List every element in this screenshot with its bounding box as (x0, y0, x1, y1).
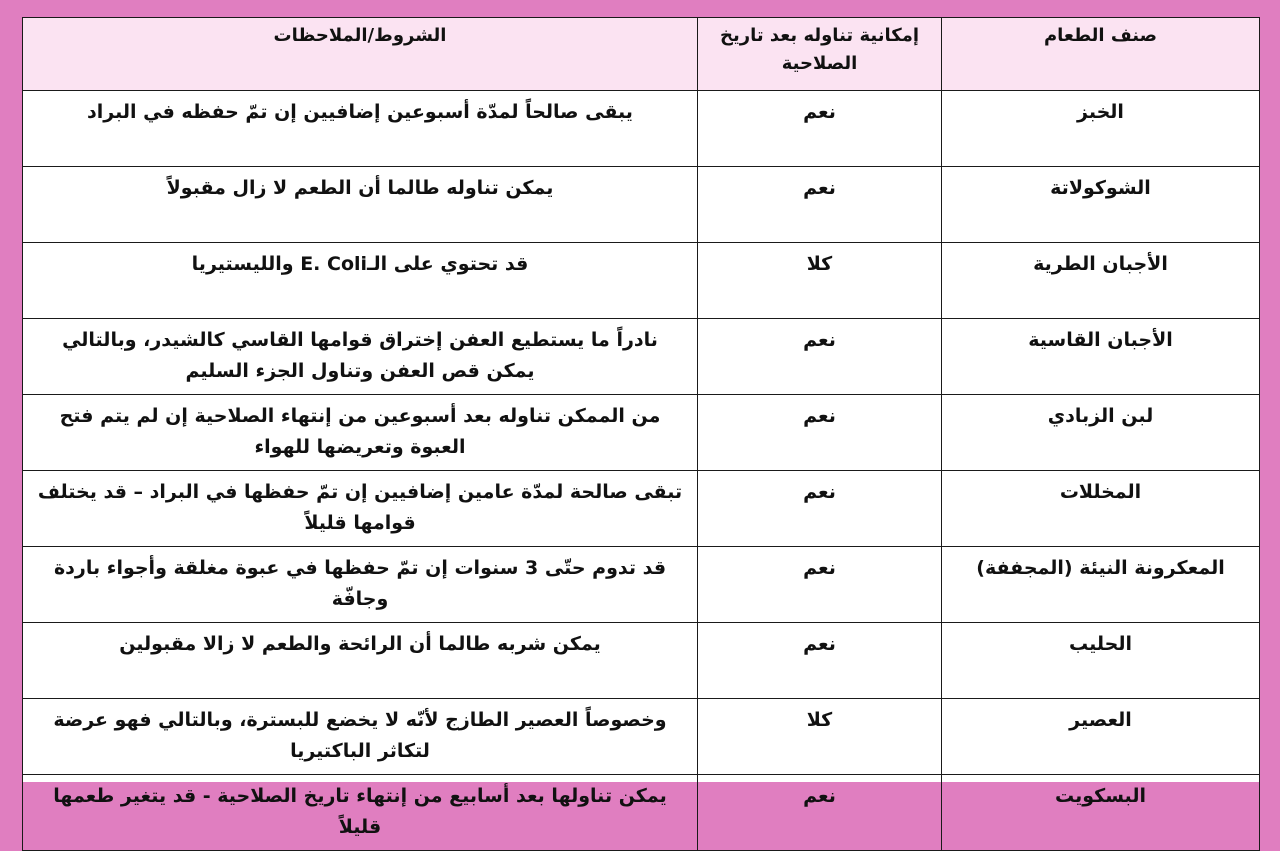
table-row (23, 547, 1260, 623)
food-cell: الخبز (942, 91, 1260, 167)
table-row (23, 91, 1260, 167)
food-cell: الشوكولاتة (942, 167, 1260, 243)
notes-cell: نادراً ما يستطيع العفن إختراق قوامها القاسي كالشيدر، وبالتالي يمكن قص العفن وتناول الجزء السليم (23, 319, 698, 395)
food-cell: الحليب (942, 623, 1260, 699)
food-expiry-table (22, 17, 1260, 851)
notes-cell: وخصوصاً العصير الطازج لأنّه لا يخضع للبسترة، وبالتالي فهو عرضة لتكاثر الباكتيريا (23, 699, 698, 775)
notes-cell: يمكن شربه طالما أن الرائحة والطعم لا زالا مقبولين (23, 623, 698, 699)
header-row (23, 18, 1260, 91)
table-row (23, 623, 1260, 699)
after-expiry-cell: كلا (698, 699, 942, 775)
after-expiry-cell: نعم (698, 395, 942, 471)
notes-cell: يمكن تناوله طالما أن الطعم لا زال مقبولاً (23, 167, 698, 243)
document-sheet (22, 17, 1259, 838)
food-cell: الأجبان القاسية (942, 319, 1260, 395)
after-expiry-cell: كلا (698, 243, 942, 319)
notes-cell: تبقى صالحة لمدّة عامين إضافيين إن تمّ حفظها في البراد – قد يختلف قوامها قليلاً (23, 471, 698, 547)
header-food-type: صنف الطعام (942, 18, 1260, 91)
food-cell: المعكرونة النيئة (المجففة) (942, 547, 1260, 623)
table-row (23, 243, 1260, 319)
notes-cell: قد تحتوي على الـE. Coli والليستيريا (23, 243, 698, 319)
table-header (23, 18, 1260, 91)
after-expiry-cell: نعم (698, 471, 942, 547)
notes-cell: يبقى صالحاً لمدّة أسبوعين إضافيين إن تمّ حفظه في البراد (23, 91, 698, 167)
notes-cell: من الممكن تناوله بعد أسبوعين من إنتهاء الصلاحية إن لم يتم فتح العبوة وتعريضها للهواء (23, 395, 698, 471)
food-cell: البسكويت (942, 775, 1260, 851)
table-row (23, 395, 1260, 471)
food-cell: لبن الزبادي (942, 395, 1260, 471)
table-row (23, 471, 1260, 547)
table-body (23, 91, 1260, 851)
table-row (23, 319, 1260, 395)
notes-cell: يمكن تناولها بعد أسابيع من إنتهاء تاريخ الصلاحية - قد يتغير طعمها قليلاً (23, 775, 698, 851)
notes-cell: قد تدوم حتّى 3 سنوات إن تمّ حفظها في عبوة مغلقة وأجواء باردة وجافّة (23, 547, 698, 623)
table-row (23, 167, 1260, 243)
header-after-expiry: إمكانية تناوله بعد تاريخ الصلاحية (698, 18, 942, 91)
after-expiry-cell: نعم (698, 775, 942, 851)
after-expiry-cell: نعم (698, 623, 942, 699)
after-expiry-cell: نعم (698, 319, 942, 395)
food-cell: الأجبان الطرية (942, 243, 1260, 319)
table-row (23, 699, 1260, 775)
after-expiry-cell: نعم (698, 91, 942, 167)
after-expiry-cell: نعم (698, 547, 942, 623)
after-expiry-cell: نعم (698, 167, 942, 243)
food-cell: المخللات (942, 471, 1260, 547)
table-row (23, 775, 1260, 851)
food-cell: العصير (942, 699, 1260, 775)
header-notes: الشروط/الملاحظات (23, 18, 698, 91)
